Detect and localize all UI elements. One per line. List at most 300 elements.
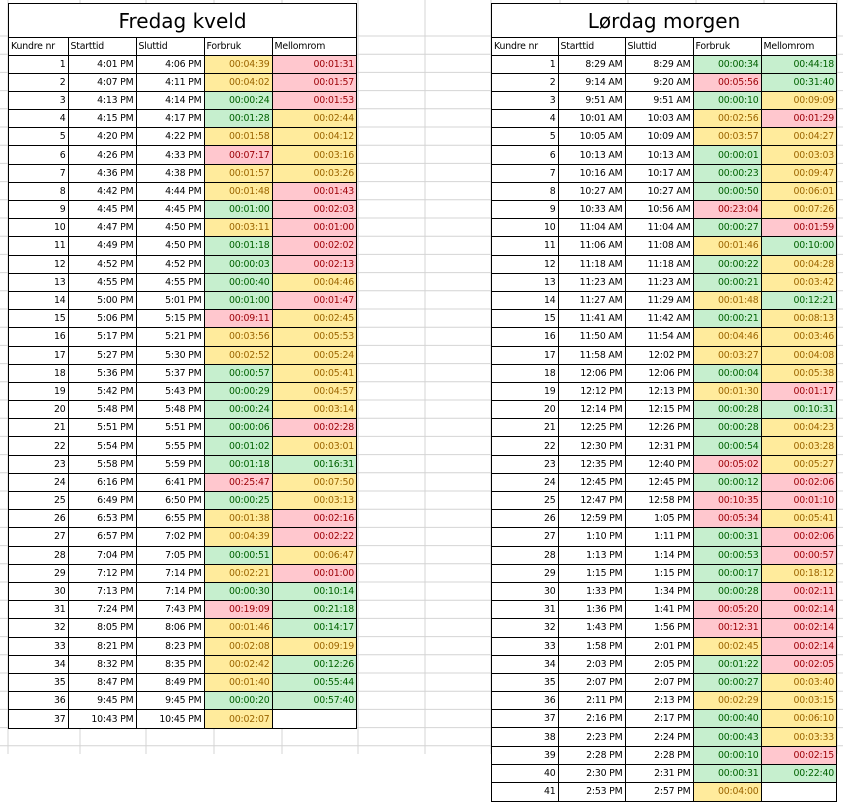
kundre-nr-cell[interactable]: 23 [492,455,558,473]
forbruk-cell[interactable]: 00:02:56 [693,110,761,128]
sluttid-cell[interactable]: 10:27 AM [625,182,693,200]
kundre-nr-cell[interactable]: 17 [9,346,68,364]
kundre-nr-cell[interactable]: 41 [492,783,558,801]
mellomrom-cell[interactable]: 00:02:28 [272,419,356,437]
mellomrom-cell[interactable]: 00:02:13 [272,255,356,273]
forbruk-cell[interactable]: 00:00:10 [693,91,761,109]
starttid-cell[interactable]: 11:27 AM [558,291,625,309]
kundre-nr-cell[interactable]: 3 [492,91,558,109]
mellomrom-cell[interactable]: 00:02:14 [761,637,836,655]
mellomrom-cell[interactable]: 00:10:14 [272,582,356,600]
sluttid-cell[interactable]: 5:21 PM [136,328,204,346]
mellomrom-cell[interactable]: 00:08:13 [761,310,836,328]
forbruk-cell[interactable]: 00:04:46 [693,328,761,346]
sluttid-cell[interactable]: 10:45 PM [136,710,204,728]
kundre-nr-cell[interactable]: 1 [9,55,68,73]
kundre-nr-cell[interactable]: 26 [9,510,68,528]
mellomrom-cell[interactable]: 00:02:02 [272,237,356,255]
mellomrom-cell[interactable]: 00:07:26 [761,201,836,219]
sluttid-cell[interactable]: 11:54 AM [625,328,693,346]
sluttid-cell[interactable]: 5:59 PM [136,455,204,473]
sluttid-cell[interactable]: 4:06 PM [136,55,204,73]
mellomrom-cell[interactable]: 00:05:38 [761,364,836,382]
kundre-nr-cell[interactable]: 23 [9,455,68,473]
starttid-cell[interactable]: 4:49 PM [68,237,136,255]
mellomrom-cell[interactable]: 00:04:08 [761,346,836,364]
sluttid-cell[interactable]: 1:34 PM [625,582,693,600]
kundre-nr-cell[interactable]: 3 [9,91,68,109]
forbruk-cell[interactable]: 00:00:40 [204,273,272,291]
mellomrom-cell[interactable]: 00:03:13 [272,492,356,510]
sluttid-cell[interactable]: 10:13 AM [625,146,693,164]
kundre-nr-cell[interactable]: 14 [9,291,68,309]
kundre-nr-cell[interactable]: 34 [492,655,558,673]
kundre-nr-cell[interactable]: 15 [492,310,558,328]
forbruk-cell[interactable]: 00:12:31 [693,619,761,637]
starttid-cell[interactable]: 1:58 PM [558,637,625,655]
sluttid-cell[interactable]: 4:14 PM [136,91,204,109]
starttid-cell[interactable]: 12:12 PM [558,382,625,400]
sluttid-cell[interactable]: 1:11 PM [625,528,693,546]
kundre-nr-cell[interactable]: 19 [9,382,68,400]
sluttid-cell[interactable]: 7:02 PM [136,528,204,546]
forbruk-cell[interactable]: 00:00:53 [693,546,761,564]
forbruk-cell[interactable]: 00:00:29 [204,382,272,400]
starttid-cell[interactable]: 12:47 PM [558,492,625,510]
forbruk-cell[interactable]: 00:00:28 [693,419,761,437]
starttid-cell[interactable]: 11:50 AM [558,328,625,346]
mellomrom-cell[interactable]: 00:07:50 [272,473,356,491]
kundre-nr-cell[interactable]: 21 [492,419,558,437]
forbruk-cell[interactable]: 00:00:28 [693,401,761,419]
kundre-nr-cell[interactable]: 33 [9,637,68,655]
forbruk-cell[interactable]: 00:00:31 [693,764,761,782]
starttid-cell[interactable]: 10:01 AM [558,110,625,128]
sluttid-cell[interactable]: 1:15 PM [625,564,693,582]
forbruk-cell[interactable]: 00:01:30 [693,382,761,400]
sluttid-cell[interactable]: 6:41 PM [136,473,204,491]
mellomrom-cell[interactable]: 00:03:15 [761,692,836,710]
sluttid-cell[interactable]: 8:49 PM [136,673,204,691]
forbruk-cell[interactable]: 00:00:22 [693,255,761,273]
mellomrom-cell[interactable]: 00:04:23 [761,419,836,437]
starttid-cell[interactable]: 8:21 PM [68,637,136,655]
mellomrom-cell[interactable] [272,710,356,728]
sluttid-cell[interactable]: 2:13 PM [625,692,693,710]
mellomrom-cell[interactable]: 00:00:57 [761,546,836,564]
sluttid-cell[interactable]: 2:17 PM [625,710,693,728]
kundre-nr-cell[interactable]: 28 [492,546,558,564]
forbruk-cell[interactable]: 00:00:51 [204,546,272,564]
forbruk-cell[interactable]: 00:00:21 [693,310,761,328]
mellomrom-cell[interactable]: 00:06:10 [761,710,836,728]
sluttid-cell[interactable]: 5:43 PM [136,382,204,400]
mellomrom-cell[interactable]: 00:05:27 [761,455,836,473]
starttid-cell[interactable]: 5:06 PM [68,310,136,328]
kundre-nr-cell[interactable]: 36 [492,692,558,710]
mellomrom-cell[interactable]: 00:02:05 [761,655,836,673]
forbruk-cell[interactable]: 00:00:31 [693,528,761,546]
kundre-nr-cell[interactable]: 16 [9,328,68,346]
forbruk-cell[interactable]: 00:01:48 [204,182,272,200]
starttid-cell[interactable]: 4:20 PM [68,128,136,146]
header-sluttid[interactable]: Sluttid [625,38,693,55]
starttid-cell[interactable]: 5:00 PM [68,291,136,309]
header-starttid[interactable]: Starttid [558,38,625,55]
forbruk-cell[interactable]: 00:02:21 [204,564,272,582]
starttid-cell[interactable]: 11:23 AM [558,273,625,291]
forbruk-cell[interactable]: 00:03:57 [693,128,761,146]
mellomrom-cell[interactable]: 00:10:00 [761,237,836,255]
kundre-nr-cell[interactable]: 14 [492,291,558,309]
sluttid-cell[interactable]: 4:55 PM [136,273,204,291]
kundre-nr-cell[interactable]: 5 [9,128,68,146]
forbruk-cell[interactable]: 00:01:28 [204,110,272,128]
sluttid-cell[interactable]: 4:44 PM [136,182,204,200]
mellomrom-cell[interactable]: 00:02:14 [761,601,836,619]
starttid-cell[interactable]: 5:48 PM [68,401,136,419]
starttid-cell[interactable]: 4:36 PM [68,164,136,182]
header-sluttid[interactable]: Sluttid [136,38,204,55]
sluttid-cell[interactable]: 12:58 PM [625,492,693,510]
mellomrom-cell[interactable] [761,783,836,801]
sluttid-cell[interactable]: 6:55 PM [136,510,204,528]
sluttid-cell[interactable]: 11:08 AM [625,237,693,255]
sluttid-cell[interactable]: 9:51 AM [625,91,693,109]
mellomrom-cell[interactable]: 00:01:47 [272,291,356,309]
forbruk-cell[interactable]: 00:01:58 [204,128,272,146]
sluttid-cell[interactable]: 5:55 PM [136,437,204,455]
sluttid-cell[interactable]: 5:37 PM [136,364,204,382]
forbruk-cell[interactable]: 00:00:10 [693,746,761,764]
forbruk-cell[interactable]: 00:07:17 [204,146,272,164]
kundre-nr-cell[interactable]: 38 [492,728,558,746]
starttid-cell[interactable]: 2:28 PM [558,746,625,764]
mellomrom-cell[interactable]: 00:03:40 [761,673,836,691]
starttid-cell[interactable]: 2:03 PM [558,655,625,673]
sluttid-cell[interactable]: 10:03 AM [625,110,693,128]
starttid-cell[interactable]: 1:13 PM [558,546,625,564]
mellomrom-cell[interactable]: 00:03:28 [761,437,836,455]
mellomrom-cell[interactable]: 00:02:44 [272,110,356,128]
kundre-nr-cell[interactable]: 10 [9,219,68,237]
kundre-nr-cell[interactable]: 37 [492,710,558,728]
forbruk-cell[interactable]: 00:04:02 [204,73,272,91]
mellomrom-cell[interactable]: 00:12:21 [761,291,836,309]
starttid-cell[interactable]: 12:14 PM [558,401,625,419]
kundre-nr-cell[interactable]: 22 [9,437,68,455]
forbruk-cell[interactable]: 00:02:29 [693,692,761,710]
mellomrom-cell[interactable]: 00:03:26 [272,164,356,182]
sluttid-cell[interactable]: 4:50 PM [136,237,204,255]
sluttid-cell[interactable]: 7:14 PM [136,582,204,600]
kundre-nr-cell[interactable]: 34 [9,655,68,673]
forbruk-cell[interactable]: 00:09:11 [204,310,272,328]
starttid-cell[interactable]: 4:45 PM [68,201,136,219]
mellomrom-cell[interactable]: 00:01:00 [272,219,356,237]
mellomrom-cell[interactable]: 00:04:46 [272,273,356,291]
sluttid-cell[interactable]: 12:06 PM [625,364,693,382]
forbruk-cell[interactable]: 00:01:00 [204,291,272,309]
kundre-nr-cell[interactable]: 2 [492,73,558,91]
kundre-nr-cell[interactable]: 29 [492,564,558,582]
forbruk-cell[interactable]: 00:00:50 [693,182,761,200]
starttid-cell[interactable]: 2:23 PM [558,728,625,746]
kundre-nr-cell[interactable]: 22 [492,437,558,455]
sluttid-cell[interactable]: 2:28 PM [625,746,693,764]
kundre-nr-cell[interactable]: 20 [9,401,68,419]
forbruk-cell[interactable]: 00:01:40 [204,673,272,691]
starttid-cell[interactable]: 4:52 PM [68,255,136,273]
forbruk-cell[interactable]: 00:02:08 [204,637,272,655]
sluttid-cell[interactable]: 12:31 PM [625,437,693,455]
starttid-cell[interactable]: 7:13 PM [68,582,136,600]
sluttid-cell[interactable]: 11:23 AM [625,273,693,291]
sluttid-cell[interactable]: 12:15 PM [625,401,693,419]
kundre-nr-cell[interactable]: 29 [9,564,68,582]
kundre-nr-cell[interactable]: 31 [492,601,558,619]
starttid-cell[interactable]: 1:43 PM [558,619,625,637]
kundre-nr-cell[interactable]: 8 [9,182,68,200]
starttid-cell[interactable]: 2:53 PM [558,783,625,801]
kundre-nr-cell[interactable]: 18 [9,364,68,382]
sluttid-cell[interactable]: 4:33 PM [136,146,204,164]
forbruk-cell[interactable]: 00:25:47 [204,473,272,491]
mellomrom-cell[interactable]: 00:06:47 [272,546,356,564]
kundre-nr-cell[interactable]: 8 [492,182,558,200]
sluttid-cell[interactable]: 6:50 PM [136,492,204,510]
starttid-cell[interactable]: 12:30 PM [558,437,625,455]
sluttid-cell[interactable]: 12:45 PM [625,473,693,491]
starttid-cell[interactable]: 1:15 PM [558,564,625,582]
kundre-nr-cell[interactable]: 11 [9,237,68,255]
forbruk-cell[interactable]: 00:00:24 [204,91,272,109]
mellomrom-cell[interactable]: 00:09:19 [272,637,356,655]
mellomrom-cell[interactable]: 00:14:17 [272,619,356,637]
kundre-nr-cell[interactable]: 4 [9,110,68,128]
starttid-cell[interactable]: 8:05 PM [68,619,136,637]
forbruk-cell[interactable]: 00:01:46 [204,619,272,637]
kundre-nr-cell[interactable]: 32 [492,619,558,637]
starttid-cell[interactable]: 4:47 PM [68,219,136,237]
kundre-nr-cell[interactable]: 27 [492,528,558,546]
starttid-cell[interactable]: 2:07 PM [558,673,625,691]
kundre-nr-cell[interactable]: 9 [9,201,68,219]
starttid-cell[interactable]: 6:53 PM [68,510,136,528]
mellomrom-cell[interactable]: 00:31:40 [761,73,836,91]
mellomrom-cell[interactable]: 00:01:43 [272,182,356,200]
starttid-cell[interactable]: 1:36 PM [558,601,625,619]
mellomrom-cell[interactable]: 00:02:45 [272,310,356,328]
forbruk-cell[interactable]: 00:00:27 [693,219,761,237]
sluttid-cell[interactable]: 9:45 PM [136,692,204,710]
sluttid-cell[interactable]: 4:52 PM [136,255,204,273]
starttid-cell[interactable]: 4:42 PM [68,182,136,200]
kundre-nr-cell[interactable]: 16 [492,328,558,346]
mellomrom-cell[interactable]: 00:02:11 [761,582,836,600]
kundre-nr-cell[interactable]: 33 [492,637,558,655]
header-forbruk[interactable]: Forbruk [204,38,272,55]
mellomrom-cell[interactable]: 00:55:44 [272,673,356,691]
kundre-nr-cell[interactable]: 30 [492,582,558,600]
forbruk-cell[interactable]: 00:01:48 [693,291,761,309]
sluttid-cell[interactable]: 4:22 PM [136,128,204,146]
forbruk-cell[interactable]: 00:01:18 [204,237,272,255]
sluttid-cell[interactable]: 10:17 AM [625,164,693,182]
kundre-nr-cell[interactable]: 20 [492,401,558,419]
kundre-nr-cell[interactable]: 6 [9,146,68,164]
kundre-nr-cell[interactable]: 9 [492,201,558,219]
kundre-nr-cell[interactable]: 5 [492,128,558,146]
mellomrom-cell[interactable]: 00:16:31 [272,455,356,473]
starttid-cell[interactable]: 11:41 AM [558,310,625,328]
starttid-cell[interactable]: 5:17 PM [68,328,136,346]
sluttid-cell[interactable]: 4:38 PM [136,164,204,182]
forbruk-cell[interactable]: 00:00:04 [693,364,761,382]
sluttid-cell[interactable]: 11:04 AM [625,219,693,237]
mellomrom-cell[interactable]: 00:03:46 [761,328,836,346]
forbruk-cell[interactable]: 00:00:12 [693,473,761,491]
kundre-nr-cell[interactable]: 35 [9,673,68,691]
mellomrom-cell[interactable]: 00:05:41 [272,364,356,382]
starttid-cell[interactable]: 5:27 PM [68,346,136,364]
mellomrom-cell[interactable]: 00:05:24 [272,346,356,364]
forbruk-cell[interactable]: 00:03:11 [204,219,272,237]
mellomrom-cell[interactable]: 00:01:00 [272,564,356,582]
mellomrom-cell[interactable]: 00:09:09 [761,91,836,109]
mellomrom-cell[interactable]: 00:22:40 [761,764,836,782]
sluttid-cell[interactable]: 5:51 PM [136,419,204,437]
mellomrom-cell[interactable]: 00:02:22 [272,528,356,546]
starttid-cell[interactable]: 4:55 PM [68,273,136,291]
sluttid-cell[interactable]: 8:35 PM [136,655,204,673]
starttid-cell[interactable]: 9:14 AM [558,73,625,91]
forbruk-cell[interactable]: 00:00:21 [693,273,761,291]
kundre-nr-cell[interactable]: 24 [492,473,558,491]
starttid-cell[interactable]: 12:06 PM [558,364,625,382]
starttid-cell[interactable]: 11:06 AM [558,237,625,255]
mellomrom-cell[interactable]: 00:02:16 [272,510,356,528]
mellomrom-cell[interactable]: 00:04:27 [761,128,836,146]
mellomrom-cell[interactable]: 00:01:31 [272,55,356,73]
kundre-nr-cell[interactable]: 12 [9,255,68,273]
forbruk-cell[interactable]: 00:05:20 [693,601,761,619]
starttid-cell[interactable]: 5:42 PM [68,382,136,400]
mellomrom-cell[interactable]: 00:18:12 [761,564,836,582]
mellomrom-cell[interactable]: 00:44:18 [761,55,836,73]
sluttid-cell[interactable]: 11:42 AM [625,310,693,328]
kundre-nr-cell[interactable]: 35 [492,673,558,691]
starttid-cell[interactable]: 11:04 AM [558,219,625,237]
starttid-cell[interactable]: 9:51 AM [558,91,625,109]
starttid-cell[interactable]: 12:45 PM [558,473,625,491]
sluttid-cell[interactable]: 8:23 PM [136,637,204,655]
starttid-cell[interactable]: 10:43 PM [68,710,136,728]
header-starttid[interactable]: Starttid [68,38,136,55]
kundre-nr-cell[interactable]: 25 [9,492,68,510]
sluttid-cell[interactable]: 2:07 PM [625,673,693,691]
sluttid-cell[interactable]: 4:45 PM [136,201,204,219]
starttid-cell[interactable]: 6:16 PM [68,473,136,491]
sluttid-cell[interactable]: 10:09 AM [625,128,693,146]
starttid-cell[interactable]: 7:24 PM [68,601,136,619]
mellomrom-cell[interactable]: 00:21:18 [272,601,356,619]
mellomrom-cell[interactable]: 00:04:12 [272,128,356,146]
forbruk-cell[interactable]: 00:00:06 [204,419,272,437]
starttid-cell[interactable]: 5:54 PM [68,437,136,455]
starttid-cell[interactable]: 9:45 PM [68,692,136,710]
starttid-cell[interactable]: 12:35 PM [558,455,625,473]
sluttid-cell[interactable]: 5:01 PM [136,291,204,309]
forbruk-cell[interactable]: 00:00:24 [204,401,272,419]
forbruk-cell[interactable]: 00:05:34 [693,510,761,528]
forbruk-cell[interactable]: 00:03:27 [693,346,761,364]
forbruk-cell[interactable]: 00:00:57 [204,364,272,382]
forbruk-cell[interactable]: 00:00:34 [693,55,761,73]
sluttid-cell[interactable]: 1:41 PM [625,601,693,619]
sluttid-cell[interactable]: 2:57 PM [625,783,693,801]
mellomrom-cell[interactable]: 00:02:06 [761,528,836,546]
starttid-cell[interactable]: 2:11 PM [558,692,625,710]
sluttid-cell[interactable]: 2:31 PM [625,764,693,782]
starttid-cell[interactable]: 4:13 PM [68,91,136,109]
mellomrom-cell[interactable]: 00:03:03 [761,146,836,164]
forbruk-cell[interactable]: 00:00:03 [204,255,272,273]
forbruk-cell[interactable]: 00:00:54 [693,437,761,455]
starttid-cell[interactable]: 5:36 PM [68,364,136,382]
kundre-nr-cell[interactable]: 31 [9,601,68,619]
forbruk-cell[interactable]: 00:00:25 [204,492,272,510]
mellomrom-cell[interactable]: 00:05:41 [761,510,836,528]
forbruk-cell[interactable]: 00:05:56 [693,73,761,91]
sluttid-cell[interactable]: 12:02 PM [625,346,693,364]
sluttid-cell[interactable]: 4:50 PM [136,219,204,237]
mellomrom-cell[interactable]: 00:06:01 [761,182,836,200]
starttid-cell[interactable]: 8:47 PM [68,673,136,691]
header-mellomrom[interactable]: Mellomrom [761,38,836,55]
kundre-nr-cell[interactable]: 25 [492,492,558,510]
starttid-cell[interactable]: 12:59 PM [558,510,625,528]
starttid-cell[interactable]: 11:58 AM [558,346,625,364]
mellomrom-cell[interactable]: 00:03:42 [761,273,836,291]
forbruk-cell[interactable]: 00:01:18 [204,455,272,473]
starttid-cell[interactable]: 8:32 PM [68,655,136,673]
starttid-cell[interactable]: 6:57 PM [68,528,136,546]
starttid-cell[interactable]: 4:07 PM [68,73,136,91]
kundre-nr-cell[interactable]: 19 [492,382,558,400]
forbruk-cell[interactable]: 00:01:57 [204,164,272,182]
sluttid-cell[interactable]: 2:01 PM [625,637,693,655]
kundre-nr-cell[interactable]: 10 [492,219,558,237]
forbruk-cell[interactable]: 00:19:09 [204,601,272,619]
starttid-cell[interactable]: 7:12 PM [68,564,136,582]
kundre-nr-cell[interactable]: 12 [492,255,558,273]
starttid-cell[interactable]: 2:30 PM [558,764,625,782]
sluttid-cell[interactable]: 12:26 PM [625,419,693,437]
sluttid-cell[interactable]: 7:14 PM [136,564,204,582]
sluttid-cell[interactable]: 5:48 PM [136,401,204,419]
sluttid-cell[interactable]: 9:20 AM [625,73,693,91]
mellomrom-cell[interactable]: 00:04:57 [272,382,356,400]
forbruk-cell[interactable]: 00:00:01 [693,146,761,164]
kundre-nr-cell[interactable]: 27 [9,528,68,546]
kundre-nr-cell[interactable]: 28 [9,546,68,564]
kundre-nr-cell[interactable]: 40 [492,764,558,782]
forbruk-cell[interactable]: 00:02:42 [204,655,272,673]
kundre-nr-cell[interactable]: 7 [9,164,68,182]
starttid-cell[interactable]: 7:04 PM [68,546,136,564]
header-kundre-nr[interactable]: Kundre nr [492,38,558,55]
